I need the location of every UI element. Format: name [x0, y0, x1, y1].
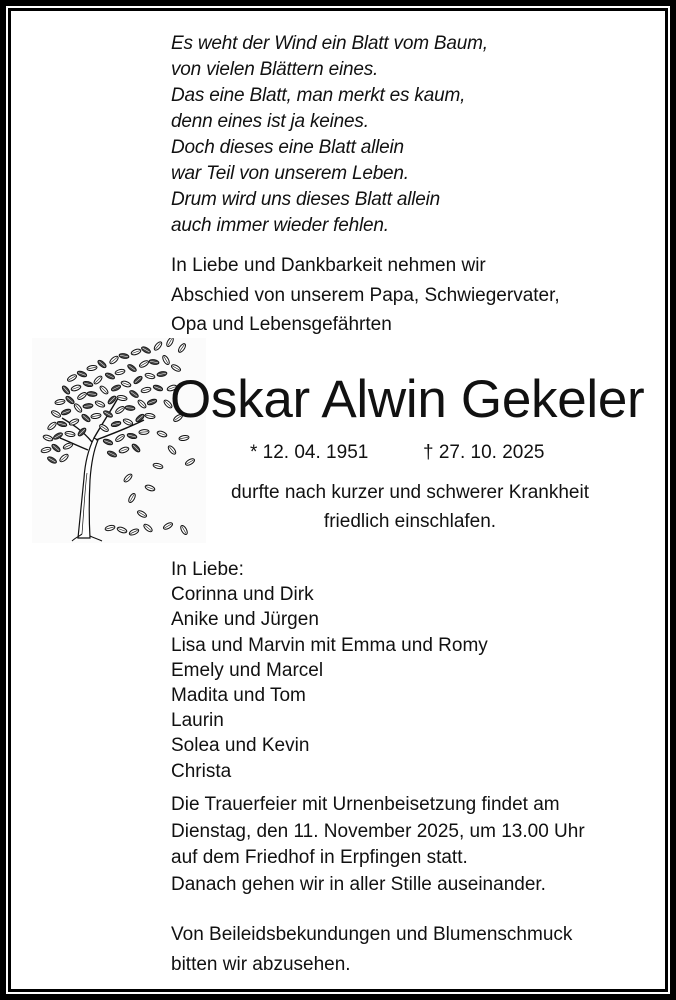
service-line: Die Trauerfeier mit Urnenbeisetzung findet am [171, 794, 560, 815]
poem-line: war Teil von unserem Leben. [171, 163, 409, 184]
passing-text [180, 478, 640, 536]
service-info [171, 792, 585, 898]
poem-line: von vielen Blättern eines. [171, 59, 379, 80]
service-line: Dienstag, den 11. November 2025, um 13.00 Uhr [171, 820, 585, 842]
poem-line: Es weht der Wind ein Blatt vom Baum, [171, 33, 488, 54]
family-member: Solea und Kevin [171, 735, 310, 757]
family-member: Lisa und Marvin mit Emma und Romy [171, 634, 488, 656]
family-heading: In Liebe: [171, 559, 244, 580]
poem-line: Drum wird uns dieses Blatt allein [171, 189, 441, 210]
closing-note [171, 920, 572, 979]
poem-line: Doch dieses eine Blatt allein [171, 137, 404, 158]
poem [171, 31, 488, 239]
intro-text [171, 251, 560, 340]
family-list [171, 557, 488, 784]
intro-line: Abschied von unserem Papa, Schwiegervater, [171, 284, 560, 306]
service-line: Danach gehen wir in aller Stille auseinander. [171, 873, 546, 895]
passing-line: durfte nach kurzer und schwerer Krankheit [230, 482, 589, 503]
family-member: Christa [171, 760, 232, 782]
intro-line: Opa und Lebensgefährten [171, 314, 392, 335]
intro-line: In Liebe und Dankbarkeit nehmen wir [171, 255, 486, 276]
poem-line: Das eine Blatt, man merkt es kaum, [171, 85, 466, 106]
family-member: Madita und Tom [171, 685, 306, 707]
poem-line: denn eines ist ja keines. [171, 111, 369, 132]
death-date: † 27. 10. 2025 [423, 442, 545, 463]
poem-line: auch immer wieder fehlen. [171, 215, 389, 236]
closing-line: Von Beileidsbekundungen und Blumenschmuck [171, 924, 573, 945]
service-line: auf dem Friedhof in Erpfingen statt. [171, 847, 468, 868]
deceased-name: Oskar Alwin Gekeler [170, 370, 645, 429]
family-member: Anike und Jürgen [171, 609, 319, 631]
family-member: Laurin [171, 710, 224, 732]
closing-line: bitten wir abzusehen. [171, 953, 351, 975]
family-member: Emely und Marcel [171, 659, 324, 681]
birth-date: * 12. 04. 1951 [250, 442, 369, 463]
passing-line: friedlich einschlafen. [323, 511, 497, 532]
family-member: Corinna und Dirk [171, 584, 314, 606]
